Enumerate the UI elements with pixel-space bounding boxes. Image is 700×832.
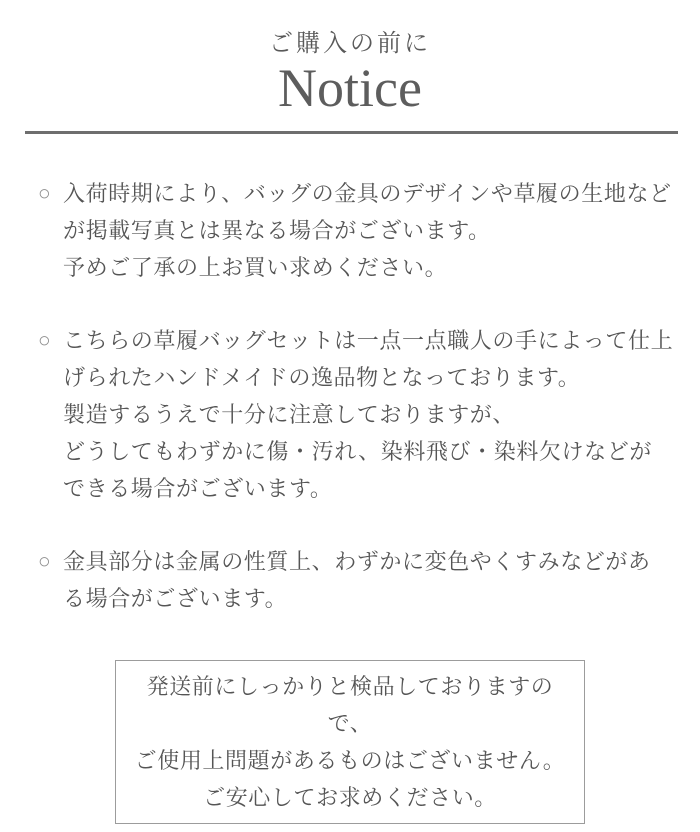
notice-line: 金具部分は金属の性質上、わずかに変色やくすみなどがあ [63,549,651,575]
notice-line: げられたハンドメイドの逸品物となっております。 [63,365,581,391]
notice-text [63,175,674,286]
notice-item-stock-variation [38,175,674,286]
footer-line: 発送前にしっかりと検品しておりますので、 [146,674,554,737]
page-subtitle: ご購入の前に [269,29,431,57]
notice-line: る場合がございます。 [63,586,288,612]
circle-marker: ○ [38,329,52,353]
page-title: Notice [278,58,422,119]
notice-line: 入荷時期により、バッグの金具のデザインや草履の生地など [63,181,672,207]
notice-line: が掲載写真とは異なる場合がございます。 [63,218,491,244]
footer-line: ご安心してお求めください。 [203,785,497,811]
notice-item-metal-parts [38,543,674,617]
notice-line: できる場合がございます。 [63,476,333,502]
notice-list [38,175,674,617]
inspection-assurance-box [115,660,585,824]
notice-line: 予めご了承の上お買い求めください。 [63,255,448,281]
notice-text [63,322,674,507]
notice-line: どうしてもわずかに傷・汚れ、染料飛び・染料欠けなどが [63,439,652,465]
notice-line: 製造するうえで十分に注意しておりますが、 [63,402,516,428]
circle-marker: ○ [38,550,52,574]
notice-item-handmade [38,322,674,507]
footer-line: ご使用上問題があるものはございません。 [134,748,566,774]
notice-text [63,543,674,617]
notice-header [0,0,700,119]
notice-line: こちらの草履バッグセットは一点一点職人の手によって仕上 [63,328,674,354]
circle-marker: ○ [38,182,52,206]
header-divider [25,131,678,134]
